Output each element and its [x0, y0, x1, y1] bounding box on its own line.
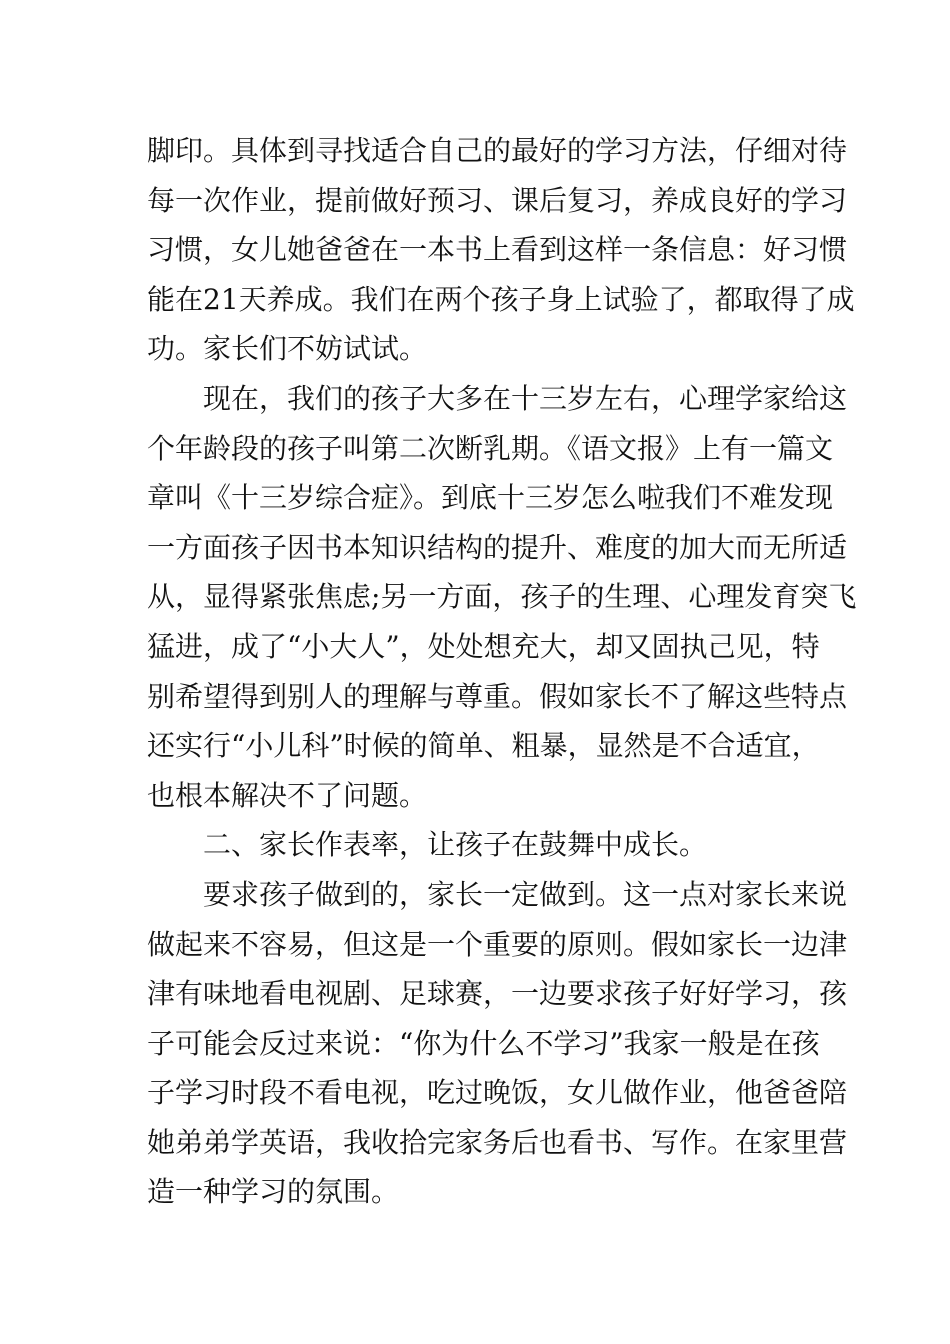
- text-line: 个年龄段的孩子叫第二次断乳期。《语文报》上有一篇文: [147, 431, 834, 465]
- body-text: [147, 126, 857, 1217]
- text-line: 能在21天养成。我们在两个孩子身上试验了，都取得了成: [147, 282, 855, 316]
- text-line: 也根本解决不了问题。: [147, 778, 428, 812]
- paragraph: [147, 870, 848, 1217]
- text-line: 脚印。具体到寻找适合自己的最好的学习方法，仔细对待: [147, 134, 848, 167]
- paragraph: [147, 126, 855, 374]
- text-line: 子可能会反过来说：“你为什么不学习”我家一般是在孩: [147, 1026, 820, 1060]
- text-line: 造一种学习的氛围。: [147, 1175, 400, 1209]
- text-line: 章叫《十三岁综合症》。到底十三岁怎么啦我们不难发现: [147, 481, 834, 515]
- text-line: 猛进，成了“小大人”，处处想充大，却又固执己见，特: [147, 629, 820, 663]
- heading-line: 二、家长作表率，让孩子在鼓舞中成长。: [203, 828, 708, 862]
- text-line: 还实行“小儿科”时候的简单、粗暴，显然是不合适宜，: [147, 729, 820, 763]
- text-line: 津有味地看电视剧、足球赛，一边要求孩子好好学习，孩: [147, 977, 848, 1011]
- text-line: 功。家长们不妨试试。: [147, 332, 428, 366]
- text-line: 别希望得到别人的理解与尊重。假如家长不了解这些特点: [147, 679, 848, 713]
- text-line: 每一次作业，提前做好预习、课后复习，养成良好的学习: [147, 183, 848, 217]
- text-line: 子学习时段不看电视，吃过晚饭，女儿做作业，他爸爸陪: [147, 1076, 848, 1110]
- text-line: 做起来不容易，但这是一个重要的原则。假如家长一边津: [147, 927, 848, 961]
- text-line: 她弟弟学英语，我收拾完家务后也看书、写作。在家里营: [147, 1125, 848, 1159]
- text-line: 现在，我们的孩子大多在十三岁左右，心理学家给这: [203, 381, 848, 415]
- text-line: 要求孩子做到的，家长一定做到。这一点对家长来说: [203, 877, 848, 911]
- text-line: 习惯，女儿她爸爸在一本书上看到这样一条信息：好习惯: [147, 233, 848, 267]
- section-heading: [147, 820, 817, 870]
- text-line: 从，显得紧张焦虑;另一方面，孩子的生理、心理发育突飞: [147, 580, 857, 614]
- text-line: 一方面孩子因书本知识结构的提升、难度的加大而无所适: [147, 530, 848, 564]
- paragraph: [147, 374, 857, 820]
